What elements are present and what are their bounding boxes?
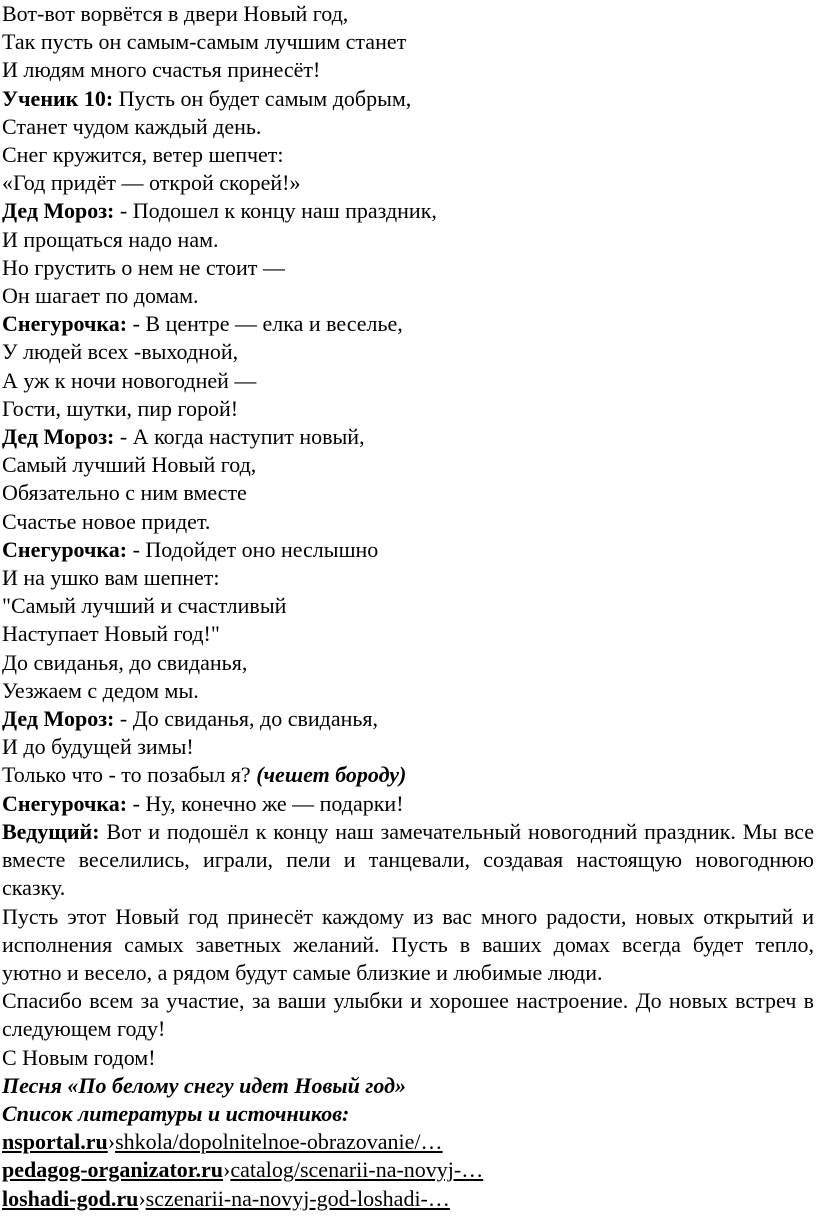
text-line: Наступает Новый год!" bbox=[2, 621, 220, 647]
source-domain[interactable]: pedagog-organizator.ru bbox=[2, 1157, 224, 1183]
text-line: "Самый лучший и счастливый bbox=[2, 593, 287, 619]
dialogue-line bbox=[2, 85, 814, 113]
dialogue-line bbox=[2, 536, 814, 564]
text-line: Вот-вот ворвётся в двери Новый год, bbox=[2, 1, 349, 26]
text-line: Снег кружится, ветер шепчет: bbox=[2, 142, 284, 168]
text-line: Станет чудом каждый день. bbox=[2, 113, 262, 139]
speaker-label: Снегурочка: bbox=[2, 536, 128, 562]
speaker-label: Дед Мороз: bbox=[2, 424, 115, 450]
text-line: Гости, шутки, пир горой! bbox=[2, 395, 239, 421]
source-domain[interactable]: loshadi-god.ru bbox=[2, 1185, 139, 1211]
dialogue-text: Пусть он будет самым добрым, bbox=[113, 85, 412, 111]
speaker-label: Снегурочка: bbox=[2, 311, 128, 337]
text-line: И людям много счастья принесёт! bbox=[2, 57, 321, 83]
source-path[interactable]: catalog/scenarii-na-novyj-… bbox=[230, 1157, 484, 1183]
text-line: Самый лучший Новый год, bbox=[2, 452, 257, 478]
text-line: До свиданья, до свиданья, bbox=[2, 649, 248, 675]
paragraph: Пусть этот Новый год принесёт каждому из вас много радости, новых открытий и исполнения самых заветных желаний. Пусть в ваших домах всегда будет тепло, уютно и весело, а рядом будут самые близкие и любимые люди. bbox=[2, 903, 814, 985]
text-line: Уезжаем с дедом мы. bbox=[2, 677, 199, 703]
text-line: Обязательно с ним вместе bbox=[2, 480, 247, 506]
paragraph: С Новым годом! bbox=[2, 1044, 156, 1070]
text-line: И на ушко вам шепнет: bbox=[2, 565, 220, 591]
speaker-label: Дед Мороз: bbox=[2, 198, 115, 224]
text-line: И до будущей зимы! bbox=[2, 734, 194, 760]
host-paragraph bbox=[2, 818, 814, 903]
dialogue-line bbox=[2, 423, 814, 451]
song-title: Песня «По белому снегу идет Новый год» bbox=[2, 1072, 407, 1098]
text-line: И прощаться надо нам. bbox=[2, 226, 219, 252]
speaker-label: Ученик 10: bbox=[2, 85, 114, 111]
dialogue-text: - А когда наступит новый, bbox=[114, 424, 365, 450]
source-link[interactable] bbox=[2, 1185, 814, 1213]
text-line bbox=[2, 761, 814, 789]
speaker-label: Ведущий: bbox=[2, 818, 100, 844]
paragraph: Спасибо всем за участие, за ваши улыбки и хорошее настроение. До новых встреч в следующем году! bbox=[2, 988, 814, 1042]
host-text: Вот и подошёл к концу наш замечательный новогодний праздник. Мы все вместе веселились, играли, пели и танцевали, создавая настоящую новогоднюю сказку. bbox=[2, 818, 814, 901]
dialogue-text: - До свиданья, до свиданья, bbox=[114, 706, 379, 732]
dialogue-text: - В центре — елка и веселье, bbox=[127, 311, 403, 337]
text-line: «Год придёт — открой скорей!» bbox=[2, 170, 301, 196]
source-path[interactable]: sczenarii-na-novyj-god-loshadi-… bbox=[145, 1185, 450, 1211]
stage-direction: (чешет бороду) bbox=[256, 762, 407, 788]
speaker-label: Снегурочка: bbox=[2, 790, 128, 816]
sources-heading: Список литературы и источников: bbox=[2, 1100, 350, 1126]
dialogue-line bbox=[2, 790, 814, 818]
text-line: Но грустить о нем не стоит — bbox=[2, 254, 285, 280]
source-path[interactable]: shkola/dopolnitelnoe-obrazovanie/… bbox=[115, 1129, 443, 1155]
dialogue-text: Только что - то позабыл я? bbox=[2, 762, 257, 788]
source-link[interactable] bbox=[2, 1128, 814, 1156]
dialogue-line bbox=[2, 705, 814, 733]
text-line: Счастье новое придет. bbox=[2, 508, 211, 534]
dialogue-line bbox=[2, 197, 814, 225]
source-domain[interactable]: nsportal.ru bbox=[2, 1129, 108, 1155]
breadcrumb-separator: › bbox=[107, 1129, 116, 1155]
dialogue-text: - Ну, конечно же — подарки! bbox=[127, 790, 404, 816]
text-line: Так пусть он самым-самым лучшим станет bbox=[2, 29, 407, 55]
dialogue-text: - Подошел к концу наш праздник, bbox=[114, 198, 437, 224]
text-line: Он шагает по домам. bbox=[2, 283, 199, 309]
text-line: У людей всех -выходной, bbox=[2, 339, 239, 365]
breadcrumb-separator: › bbox=[138, 1185, 146, 1211]
dialogue-text: - Подойдет оно неслышно bbox=[127, 536, 379, 562]
source-link[interactable] bbox=[2, 1156, 814, 1184]
speaker-label: Дед Мороз: bbox=[2, 706, 115, 732]
text-line: А уж к ночи новогодней — bbox=[2, 367, 257, 393]
document-page bbox=[2, 0, 814, 1213]
breadcrumb-separator: › bbox=[223, 1157, 231, 1183]
dialogue-line bbox=[2, 310, 814, 338]
